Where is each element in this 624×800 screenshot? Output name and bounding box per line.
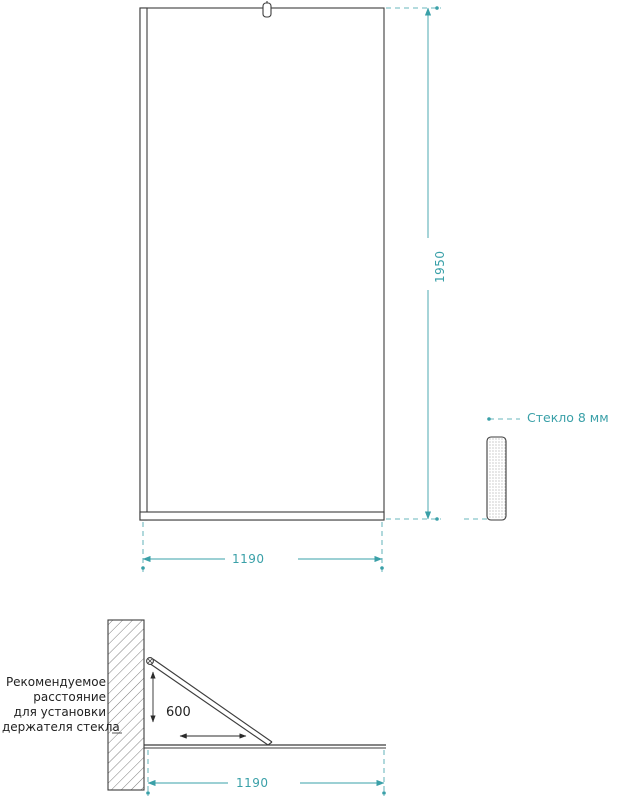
holder-note-line-4: держателя стекла [2, 720, 120, 734]
side-view-glass-edge [487, 437, 506, 520]
front-height-dimension-label: 1950 [433, 250, 447, 283]
top-view-support-bar-edge-1 [149, 663, 268, 745]
side-view-group [460, 417, 520, 520]
front-view-wall-profile [140, 8, 147, 520]
holder-note-line-3: для установки [13, 705, 106, 719]
front-width-dot-left [141, 566, 145, 570]
holder-distance-value-label: 600 [166, 705, 191, 720]
side-view-dot-top [487, 417, 491, 421]
top-view-support-bar-edge-2 [153, 659, 272, 742]
front-view-bottom-rail [140, 512, 384, 520]
front-width-dot-right [380, 566, 384, 570]
holder-note-line-1: Рекомендуемое [5, 675, 106, 689]
holder-distance-note [2, 675, 120, 735]
glass-thickness-label: Стекло 8 мм [527, 410, 609, 425]
height-dim-dot-bottom [435, 517, 439, 521]
front-view-top-bracket [263, 3, 271, 17]
front-width-dimension-label: 1190 [232, 552, 265, 566]
front-view-group [140, 1, 384, 520]
height-dim-dot-top [435, 6, 439, 10]
top-width-dot-left [146, 791, 150, 795]
top-view-wall-hatched [108, 620, 144, 790]
top-view-group [108, 620, 386, 790]
top-width-dimension-label: 1190 [236, 776, 269, 790]
holder-note-line-2: расстояние [33, 690, 106, 704]
top-width-dot-right [382, 791, 386, 795]
front-view-glass-panel [140, 8, 384, 520]
